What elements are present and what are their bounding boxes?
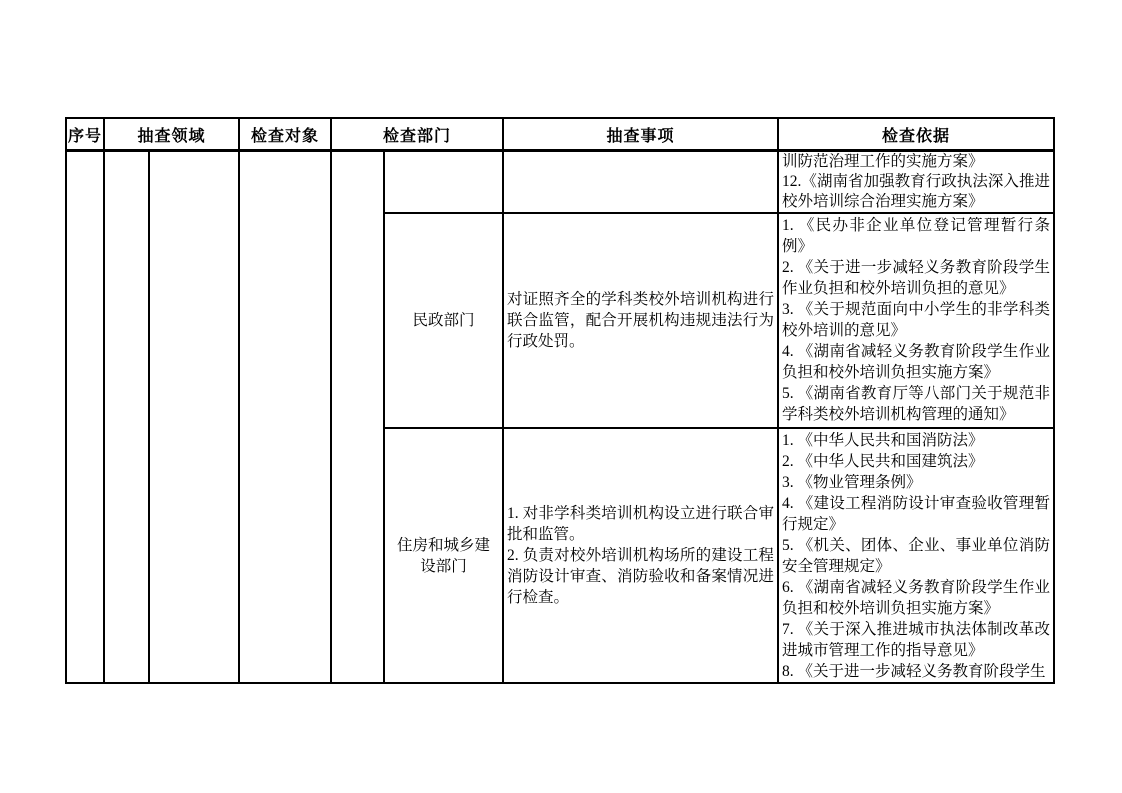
header-cell-spot-check-matters: 抽查事项	[504, 119, 779, 152]
header-cell-inspection-basis: 检查依据	[779, 119, 1055, 152]
inspection-table	[65, 117, 1055, 684]
header-cell-serial: 序号	[67, 119, 105, 152]
body-cell-area-sub2-merged	[150, 152, 240, 684]
header-cell-spot-check-area: 抽查领域	[105, 119, 240, 152]
row2-basis-cell: 1. 《民办非企业单位登记管理暂行条例》 2. 《关于进一步减轻义务教育阶段学生作业负担和校外培训负担的意见》 3. 《关于规范面向中小学生的非学科类校外培训的意见》 4. 《湖南省减轻义务教育阶段学生作业负担和校外培训负担实施方案》 5. 《湖南省教育厅等八部门关于规范非学科类校外培训机构管理的通知》	[779, 214, 1055, 429]
row3-department-cell: 住房和城乡建设部门	[385, 429, 504, 684]
row2-department-cell: 民政部门	[385, 214, 504, 429]
body-cell-object-merged	[240, 152, 332, 684]
body-cell-area-sub1-merged	[105, 152, 150, 684]
row2-matters-cell: 对证照齐全的学科类校外培训机构进行联合监管，配合开展机构违规违法行为行政处罚。	[504, 214, 779, 429]
row1-department-cell	[385, 152, 504, 214]
row3-basis-cell: 1. 《中华人民共和国消防法》 2. 《中华人民共和国建筑法》 3. 《物业管理条例》 4. 《建设工程消防设计审查验收管理暂行规定》 5. 《机关、团体、企业、事业单位消防安全管理规定》 6. 《湖南省减轻义务教育阶段学生作业负担和校外培训负担实施方案》 7. 《关于深入推进城市执法体制改革改进城市管理工作的指导意见》 8. 《关于进一步减轻义务教育阶段学生	[779, 429, 1055, 684]
body-cell-department-sub1-merged	[332, 152, 385, 684]
row1-basis-cell: 训防范治理工作的实施方案》 12.《湖南省加强教育行政执法深入推进校外培训综合治理实施方案》	[779, 152, 1055, 214]
body-cell-serial-merged	[67, 152, 105, 684]
header-cell-inspection-object: 检查对象	[240, 119, 332, 152]
header-cell-inspection-department: 检查部门	[332, 119, 504, 152]
row1-matters-cell	[504, 152, 779, 214]
row3-matters-cell: 1. 对非学科类培训机构设立进行联合审批和监管。 2. 负责对校外培训机构场所的建设工程消防设计审查、消防验收和备案情况进行检查。	[504, 429, 779, 684]
